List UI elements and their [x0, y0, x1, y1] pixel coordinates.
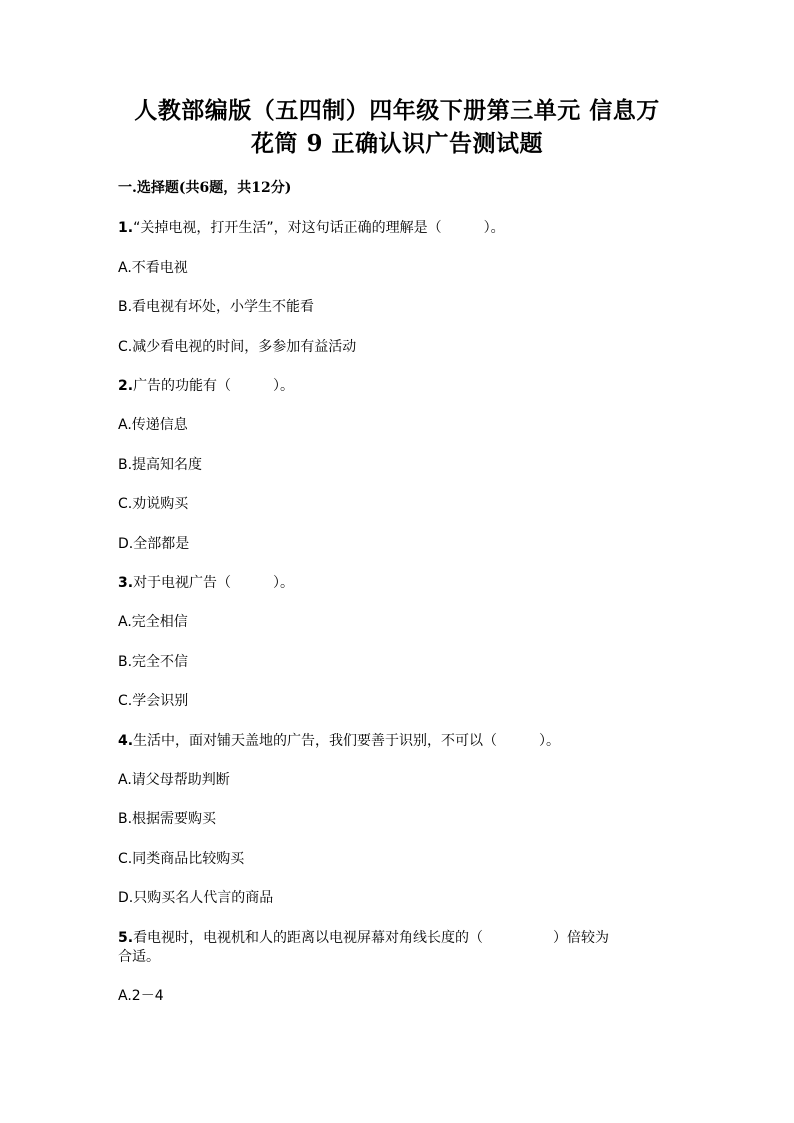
question-number: 3.	[118, 575, 134, 591]
question-3	[118, 573, 678, 593]
question-text: 广告的功能有（ ）。	[133, 378, 295, 394]
question-2-option-a: A.传递信息	[118, 417, 188, 433]
question-4-option-c: C.同类商品比较购买	[118, 851, 245, 867]
question-3-option-b: B.完全不信	[118, 654, 189, 670]
question-1-option-b: B.看电视有坏处，小学生不能看	[118, 299, 315, 315]
question-5-option-a: A.2－4	[118, 988, 164, 1004]
question-number: 4.	[118, 733, 134, 749]
question-2-option-c: C.劝说购买	[118, 496, 189, 512]
question-4-option-d: D.只购买名人代言的商品	[118, 890, 274, 906]
question-text-line-2: 合适。	[118, 949, 160, 965]
question-1-option-c: C.减少看电视的时间，多参加有益活动	[118, 339, 357, 355]
question-text-line-1: 看电视时，电视机和人的距离以电视屏幕对角线长度的（ ）倍较为	[133, 930, 610, 946]
question-text: 对于电视广告（ ）。	[133, 575, 295, 591]
question-2	[118, 376, 678, 396]
question-2-option-d: D.全部都是	[118, 536, 190, 552]
question-3-option-c: C.学会识别	[118, 693, 189, 709]
question-1-option-a: A.不看电视	[118, 260, 188, 276]
question-4	[118, 731, 678, 751]
question-3-option-a: A.完全相信	[118, 614, 188, 630]
question-2-option-b: B.提高知名度	[118, 457, 203, 473]
question-number: 5.	[118, 930, 134, 946]
doc-title-line-1: 人教部编版（五四制）四年级下册第三单元 信息万	[134, 97, 660, 124]
question-5	[118, 928, 678, 948]
section-heading: 一.选择题(共6题，共12分)	[118, 180, 292, 196]
question-4-option-a: A.请父母帮助判断	[118, 772, 230, 788]
question-text: 生活中，面对铺天盖地的广告，我们要善于识别，不可以（ ）。	[133, 733, 561, 749]
question-5-continued	[118, 947, 678, 967]
question-number: 1.	[118, 220, 134, 236]
doc-title-line-2: 花筒 9 正确认识广告测试题	[250, 130, 544, 157]
question-text: “关掉电视，打开生活”，对这句话正确的理解是（ ）。	[133, 220, 505, 236]
question-1	[118, 218, 678, 238]
question-4-option-b: B.根据需要购买	[118, 811, 217, 827]
question-number: 2.	[118, 378, 134, 394]
